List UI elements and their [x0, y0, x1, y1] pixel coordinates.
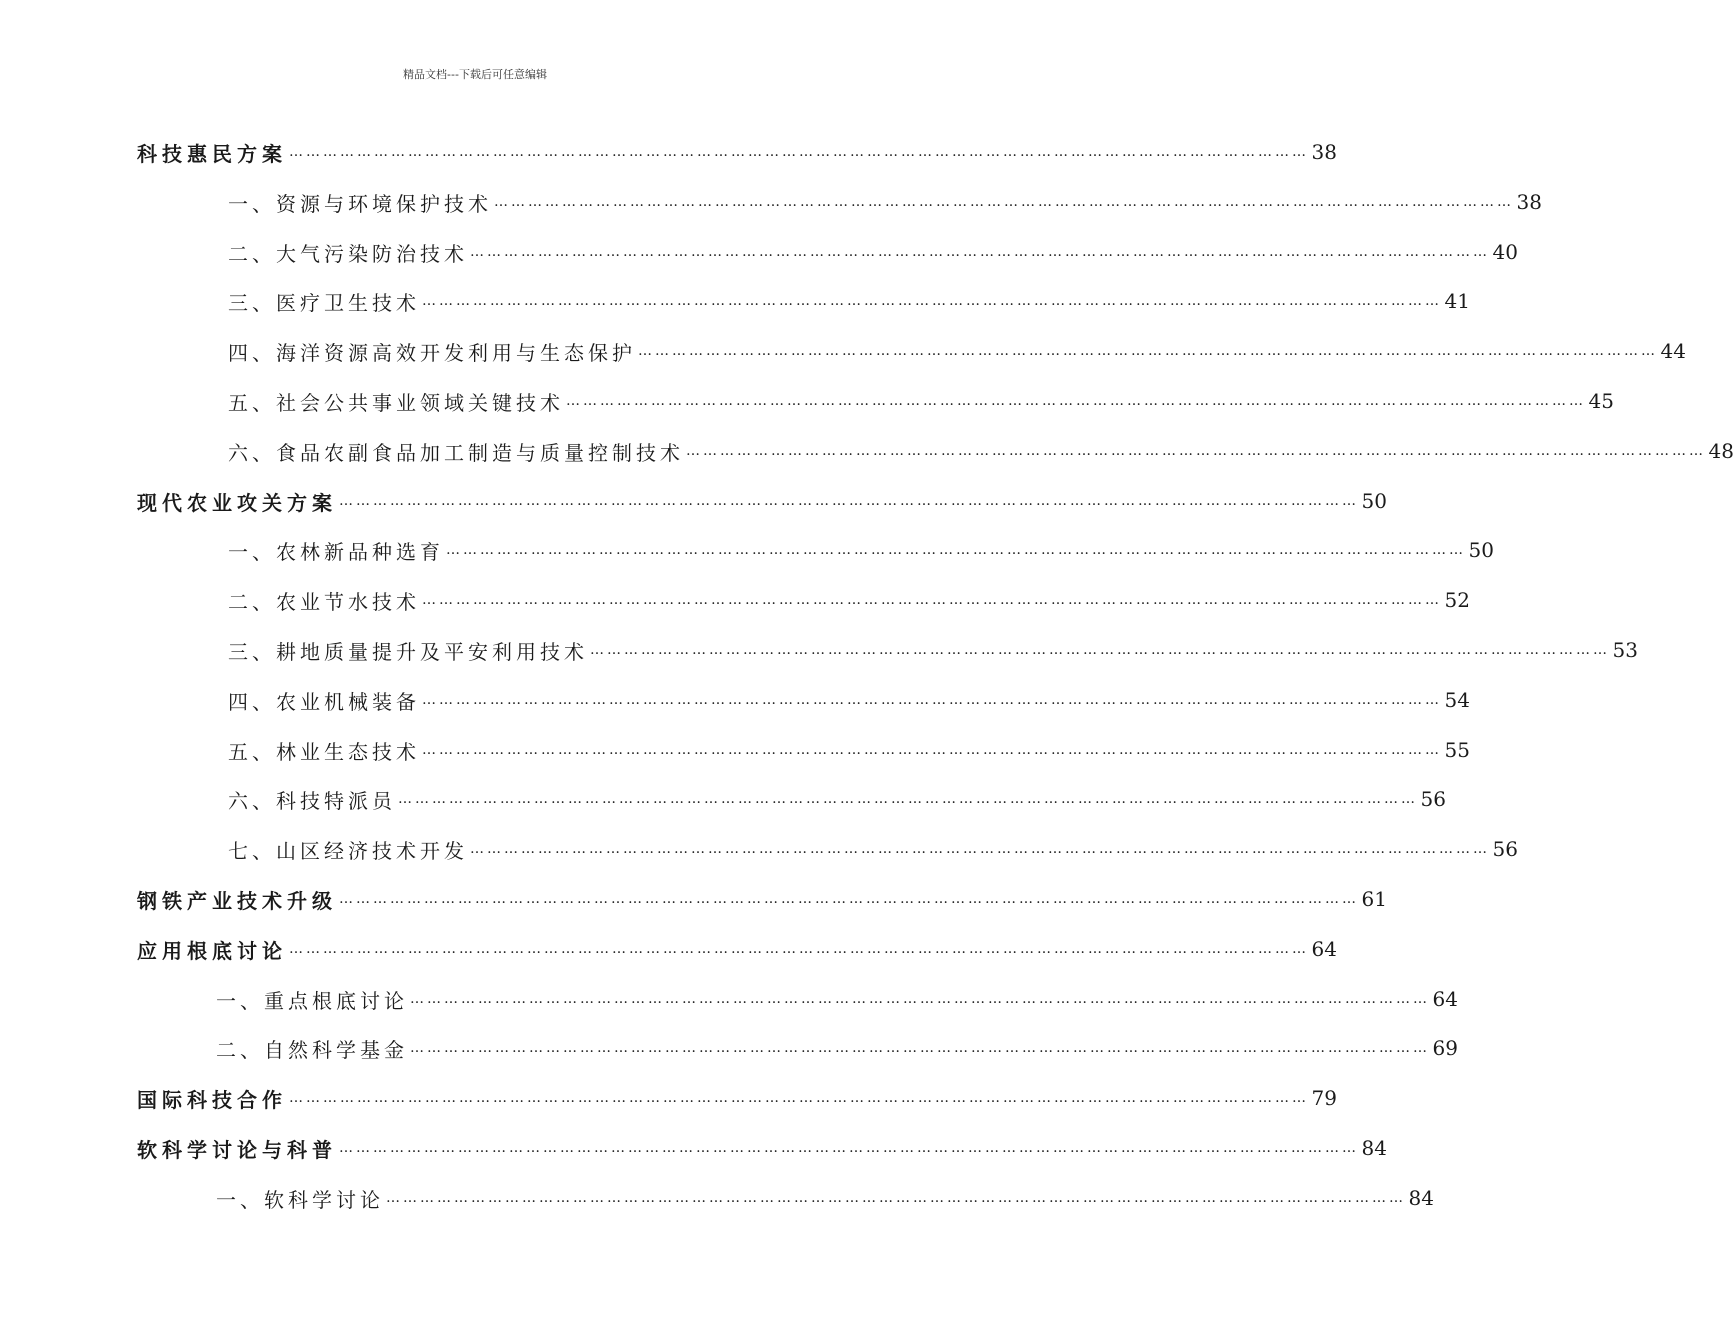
- toc-entry-page-number: 61: [1361, 887, 1387, 911]
- toc-dot-leader: ………………………………………………………………………………………………………………………………………………………………: [386, 1190, 1406, 1206]
- toc-dot-leader: ………………………………………………………………………………………………………………………………………………………………: [590, 642, 1610, 658]
- toc-dot-leader: ………………………………………………………………………………………………………………………………………………………………: [470, 841, 1490, 857]
- toc-entry[interactable]: [228, 437, 1734, 465]
- toc-entry[interactable]: [216, 1034, 1458, 1062]
- toc-entry-label: 应用根底讨论: [137, 938, 287, 963]
- toc-entry[interactable]: [137, 487, 1387, 515]
- toc-entry[interactable]: [228, 636, 1638, 664]
- toc-dot-leader: ………………………………………………………………………………………………………………………………………………………………: [638, 343, 1658, 359]
- toc-entry-page-number: 84: [1361, 1136, 1387, 1160]
- page-header: 精品文档---下载后可任意编辑: [403, 68, 547, 81]
- toc-entry-page-number: 64: [1432, 987, 1458, 1011]
- toc-dot-leader: ………………………………………………………………………………………………………………………………………………………………: [410, 991, 1430, 1007]
- toc-entry-page-number: 69: [1432, 1036, 1458, 1060]
- toc-entry[interactable]: [137, 1084, 1337, 1112]
- toc-dot-leader: ………………………………………………………………………………………………………………………………………………………………: [494, 194, 1514, 210]
- toc-entry-label: 二、农业节水技术: [228, 589, 420, 614]
- toc-entry-label: 四、海洋资源高效开发利用与生态保护: [228, 340, 636, 365]
- toc-entry[interactable]: [228, 287, 1470, 315]
- toc-dot-leader: ………………………………………………………………………………………………………………………………………………………………: [446, 542, 1466, 558]
- toc-entry[interactable]: [228, 835, 1518, 863]
- toc-entry[interactable]: [228, 536, 1494, 564]
- toc-dot-leader: ………………………………………………………………………………………………………………………………………………………………: [422, 293, 1442, 309]
- toc-entry[interactable]: [228, 686, 1470, 714]
- toc-entry-label: 一、重点根底讨论: [216, 988, 408, 1013]
- toc-dot-leader: ………………………………………………………………………………………………………………………………………………………………: [289, 144, 1309, 160]
- toc-dot-leader: ………………………………………………………………………………………………………………………………………………………………: [422, 742, 1442, 758]
- toc-entry-page-number: 55: [1444, 738, 1470, 762]
- toc-entry[interactable]: [216, 1184, 1434, 1212]
- toc-dot-leader: ………………………………………………………………………………………………………………………………………………………………: [470, 244, 1490, 260]
- toc-entry[interactable]: [228, 785, 1446, 813]
- toc-dot-leader: ………………………………………………………………………………………………………………………………………………………………: [339, 1140, 1359, 1156]
- toc-entry-page-number: 50: [1361, 489, 1387, 513]
- toc-entry[interactable]: [216, 985, 1458, 1013]
- toc-dot-leader: ………………………………………………………………………………………………………………………………………………………………: [398, 791, 1418, 807]
- toc-entry-label: 一、资源与环境保护技术: [228, 191, 492, 216]
- toc-entry-label: 六、食品农副食品加工制造与质量控制技术: [228, 440, 684, 465]
- toc-entry-label: 科技惠民方案: [137, 141, 287, 166]
- toc-dot-leader: ………………………………………………………………………………………………………………………………………………………………: [289, 1090, 1309, 1106]
- toc-entry[interactable]: [228, 586, 1470, 614]
- toc-entry-page-number: 50: [1468, 538, 1494, 562]
- toc-entry-label: 软科学讨论与科普: [137, 1137, 337, 1162]
- toc-entry-page-number: 53: [1612, 638, 1638, 662]
- toc-entry-page-number: 45: [1588, 389, 1614, 413]
- toc-entry-page-number: 79: [1311, 1086, 1337, 1110]
- toc-dot-leader: ………………………………………………………………………………………………………………………………………………………………: [289, 941, 1309, 957]
- toc-entry-page-number: 56: [1420, 787, 1446, 811]
- toc-entry-page-number: 44: [1660, 339, 1686, 363]
- toc-entry[interactable]: [137, 885, 1387, 913]
- toc-entry-page-number: 41: [1444, 289, 1470, 313]
- toc-entry-label: 三、耕地质量提升及平安利用技术: [228, 639, 588, 664]
- toc-entry[interactable]: [228, 238, 1518, 266]
- toc-entry-page-number: 52: [1444, 588, 1470, 612]
- toc-entry[interactable]: [228, 188, 1542, 216]
- toc-dot-leader: ………………………………………………………………………………………………………………………………………………………………: [566, 393, 1586, 409]
- toc-entry-label: 国际科技合作: [137, 1087, 287, 1112]
- toc-dot-leader: ………………………………………………………………………………………………………………………………………………………………: [422, 592, 1442, 608]
- toc-dot-leader: ………………………………………………………………………………………………………………………………………………………………: [339, 493, 1359, 509]
- toc-entry[interactable]: [137, 935, 1337, 963]
- toc-entry-label: 三、医疗卫生技术: [228, 290, 420, 315]
- toc-entry-label: 六、科技特派员: [228, 788, 396, 813]
- toc-entry-page-number: 38: [1311, 140, 1337, 164]
- toc-entry-label: 现代农业攻关方案: [137, 490, 337, 515]
- toc-entry-label: 七、山区经济技术开发: [228, 838, 468, 863]
- toc-entry-page-number: 40: [1492, 240, 1518, 264]
- toc-entry-label: 五、林业生态技术: [228, 739, 420, 764]
- toc-entry-label: 一、软科学讨论: [216, 1187, 384, 1212]
- toc-entry-page-number: 64: [1311, 937, 1337, 961]
- toc-entry[interactable]: [228, 736, 1470, 764]
- toc-entry[interactable]: [228, 387, 1614, 415]
- toc-entry-page-number: 38: [1516, 190, 1542, 214]
- toc-entry-page-number: 84: [1408, 1186, 1434, 1210]
- toc-dot-leader: ………………………………………………………………………………………………………………………………………………………………: [422, 692, 1442, 708]
- toc-dot-leader: ………………………………………………………………………………………………………………………………………………………………: [410, 1040, 1430, 1056]
- toc-entry[interactable]: [228, 337, 1686, 365]
- toc-dot-leader: ………………………………………………………………………………………………………………………………………………………………: [339, 891, 1359, 907]
- toc-entry[interactable]: [137, 138, 1337, 166]
- toc-entry-label: 二、自然科学基金: [216, 1037, 408, 1062]
- toc-dot-leader: ………………………………………………………………………………………………………………………………………………………………: [686, 443, 1706, 459]
- toc-entry-label: 一、农林新品种选育: [228, 539, 444, 564]
- toc-entry-label: 五、社会公共事业领域关键技术: [228, 390, 564, 415]
- toc-entry-label: 钢铁产业技术升级: [137, 888, 337, 913]
- toc-entry[interactable]: [137, 1134, 1387, 1162]
- toc-entry-label: 二、大气污染防治技术: [228, 241, 468, 266]
- toc-entry-page-number: 54: [1444, 688, 1470, 712]
- toc-entry-page-number: 56: [1492, 837, 1518, 861]
- toc-entry-page-number: 48: [1708, 439, 1734, 463]
- toc-entry-label: 四、农业机械装备: [228, 689, 420, 714]
